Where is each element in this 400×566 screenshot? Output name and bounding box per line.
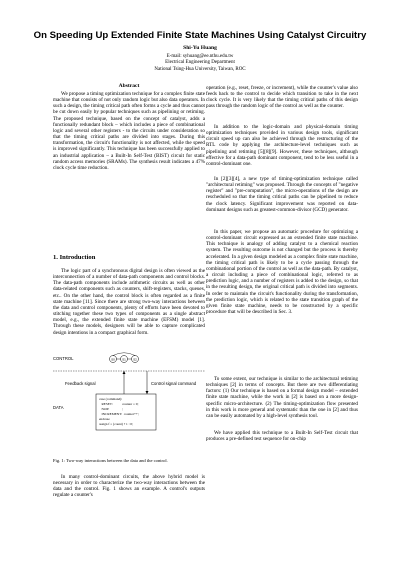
intro-paragraph-1: The logic part of a synchronous digital design is often viewed as the interconnection of a number of data-path components and control blocks. The data-path components include arithmetic circuits as well as other data-related components such as counters, shift-registers, stacks, queues, etc.. On the other hand, the control block is often regarded as a finite state machine [11]. Since there are strong two-way interactions between the data and control components, plenty of efforts have been devoted to stitching together these two types of components as a single abstract model, e.g., the extended finite state machine (EFSM) model [1]. Through these models, designers will be able to capture complicated design intentions in a compact graphical form. [53, 268, 205, 336]
right-paragraph-2: In addition to the logic-domain and physical-domain timing optimization techniques provided in various design tools, significant circuit speed up can also be achieved through the restructuring of the RTL code by applying the architecture-level techniques such as pipelining and retiming [5][8][9]. However, these techniques, although effective for a data-path dominant component, tend to be less useful in a control-dominant one. [206, 124, 358, 167]
code-line-6: assign f = (count) ? 1 : 0; [99, 422, 134, 426]
right-paragraph-1: operation (e.g., reset, freeze, or increment), while the counter's value also feeds back to the control to decide which transition to take in the next clock cycle. It is very likely that the timing critical paths of this design pass through the random logic of the control as well as the counter. [206, 85, 358, 110]
author-department: Electrical Engineering Department [165, 60, 235, 66]
paper-author: Shi-Yu Huang [183, 45, 217, 51]
state-s0-label: S0 [111, 357, 115, 362]
section-1-heading: 1. Introduction [53, 254, 96, 261]
feedback-label: Feedback signal [65, 381, 96, 386]
command-label: Control signal command [151, 381, 197, 386]
abstract-text: We propose a timing optimization technique for a complex finite state machine that consists of not only random logic but also data operators. In such a design, the timing critical path often forms a cycle and thus cannot be cut down easily by popular techniques such as pipelining or retiming. The proposed technique, based on the concept of catalyst, adds a functionally redundant block – which includes a piece of combinational logic and several other registers - to the circuits under consideration so that the timing critical paths are divided into stages. During this transformation, the circuit's functionality is not affected, while the speed is improved significantly. This technique has been successfully applied to an industrial application – a Built-In Self-Test (BIST) circuit for static random access memories (SRAMs). The synthesis result indicates a 47% clock cycle time reduction. [53, 91, 205, 171]
figure-1-caption: Fig. 1: Two-way interactions between the data and the control. [53, 458, 168, 463]
code-line-1: case (command): [99, 397, 123, 401]
transition-s2-s0 [113, 353, 135, 356]
author-affiliation [0, 54, 400, 73]
author-university: National Tsing-Hua University, Taiwan, ROC [154, 66, 246, 72]
figure-1 [53, 352, 205, 452]
intro-paragraph-2: In many control-dominant circuits, the above hybrid model is necessary in order to characterize the two-way interactions between the data and the control. Fig. 1 shows an example. A control's outputs regulate a counter's [53, 474, 205, 499]
abstract-heading: Abstract [118, 83, 140, 89]
right-paragraph-4: In this paper, we propose an automatic procedure for optimizing a control-dominant circuit expressed as an extended finite state machine. This technique is analogy of adding catalyst to a chemical reaction system. The resulting outcome is not changed but the process is thereby accelerated. In a given design modeled as a complex finite state machine, the timing critical path is likely to be a cycle passing through the combinational portion of the control as well as the data-path. By catalyst, a circuit including a piece of combinational logic, referred to as prediction logic, and a number of registers is added to the design, so that in the resulting design, the original critical path is divided into segments. In order to maintain the circuit's functionality during the transformation, the prediction logic, which is related to the state transition graph of the given finite state machine, needs to be constructed by a specific procedure that will be described in Sec. 3. [206, 229, 358, 316]
state-s2-label: S2 [133, 357, 137, 362]
command-arrowhead [146, 391, 149, 394]
data-label: DATA [53, 405, 64, 410]
code-line-2: RESET: counter = 0; [99, 402, 139, 406]
code-line-5: endcase [99, 417, 110, 421]
right-paragraph-5: To some extent, our technique is similar to the architectural retiming techniques [2] in terms of concepts. But there are two differentiating factors: (1) Our technique is based on a formal design model – extended finite state machine, while the work in [2] is based on a more design-specific micro-architecture. (2) The timing-optimization flow presented in this work is more general and systematic than the one in [2] and thus can be easily automated by a high-level synthesis tool. [206, 376, 358, 419]
state-s1-label: S1 [122, 357, 126, 362]
code-line-4: INCREMENT: counter++; [99, 412, 139, 416]
right-paragraph-6: We have applied this technique to a Built-In Self-Test circuit that produces a pre-defined test sequence for on-chip [206, 430, 358, 443]
right-paragraph-3: In [2][3][4], a new type of timing-optimization technique called "architectural retiming" was proposed. Through the concepts of "negative register" and "pre-computation", the micro-operations of the design are rescheduled so that the timing critical paths can be pipelined to reduce the clock latency. Significant improvement was reported on data-dominant designs such as greatest-common-divisor (GCD) generator. [206, 176, 358, 213]
control-label: CONTROL [53, 356, 74, 361]
author-email: E-mail: syhuang@ee.nthu.edu.tw [166, 54, 234, 59]
feedback-arrowhead [123, 371, 126, 374]
paper-title: On Speeding Up Extended Finite State Machines Using Catalyst Circuitry [33, 30, 367, 41]
code-line-3: NOP: ; [99, 407, 123, 411]
